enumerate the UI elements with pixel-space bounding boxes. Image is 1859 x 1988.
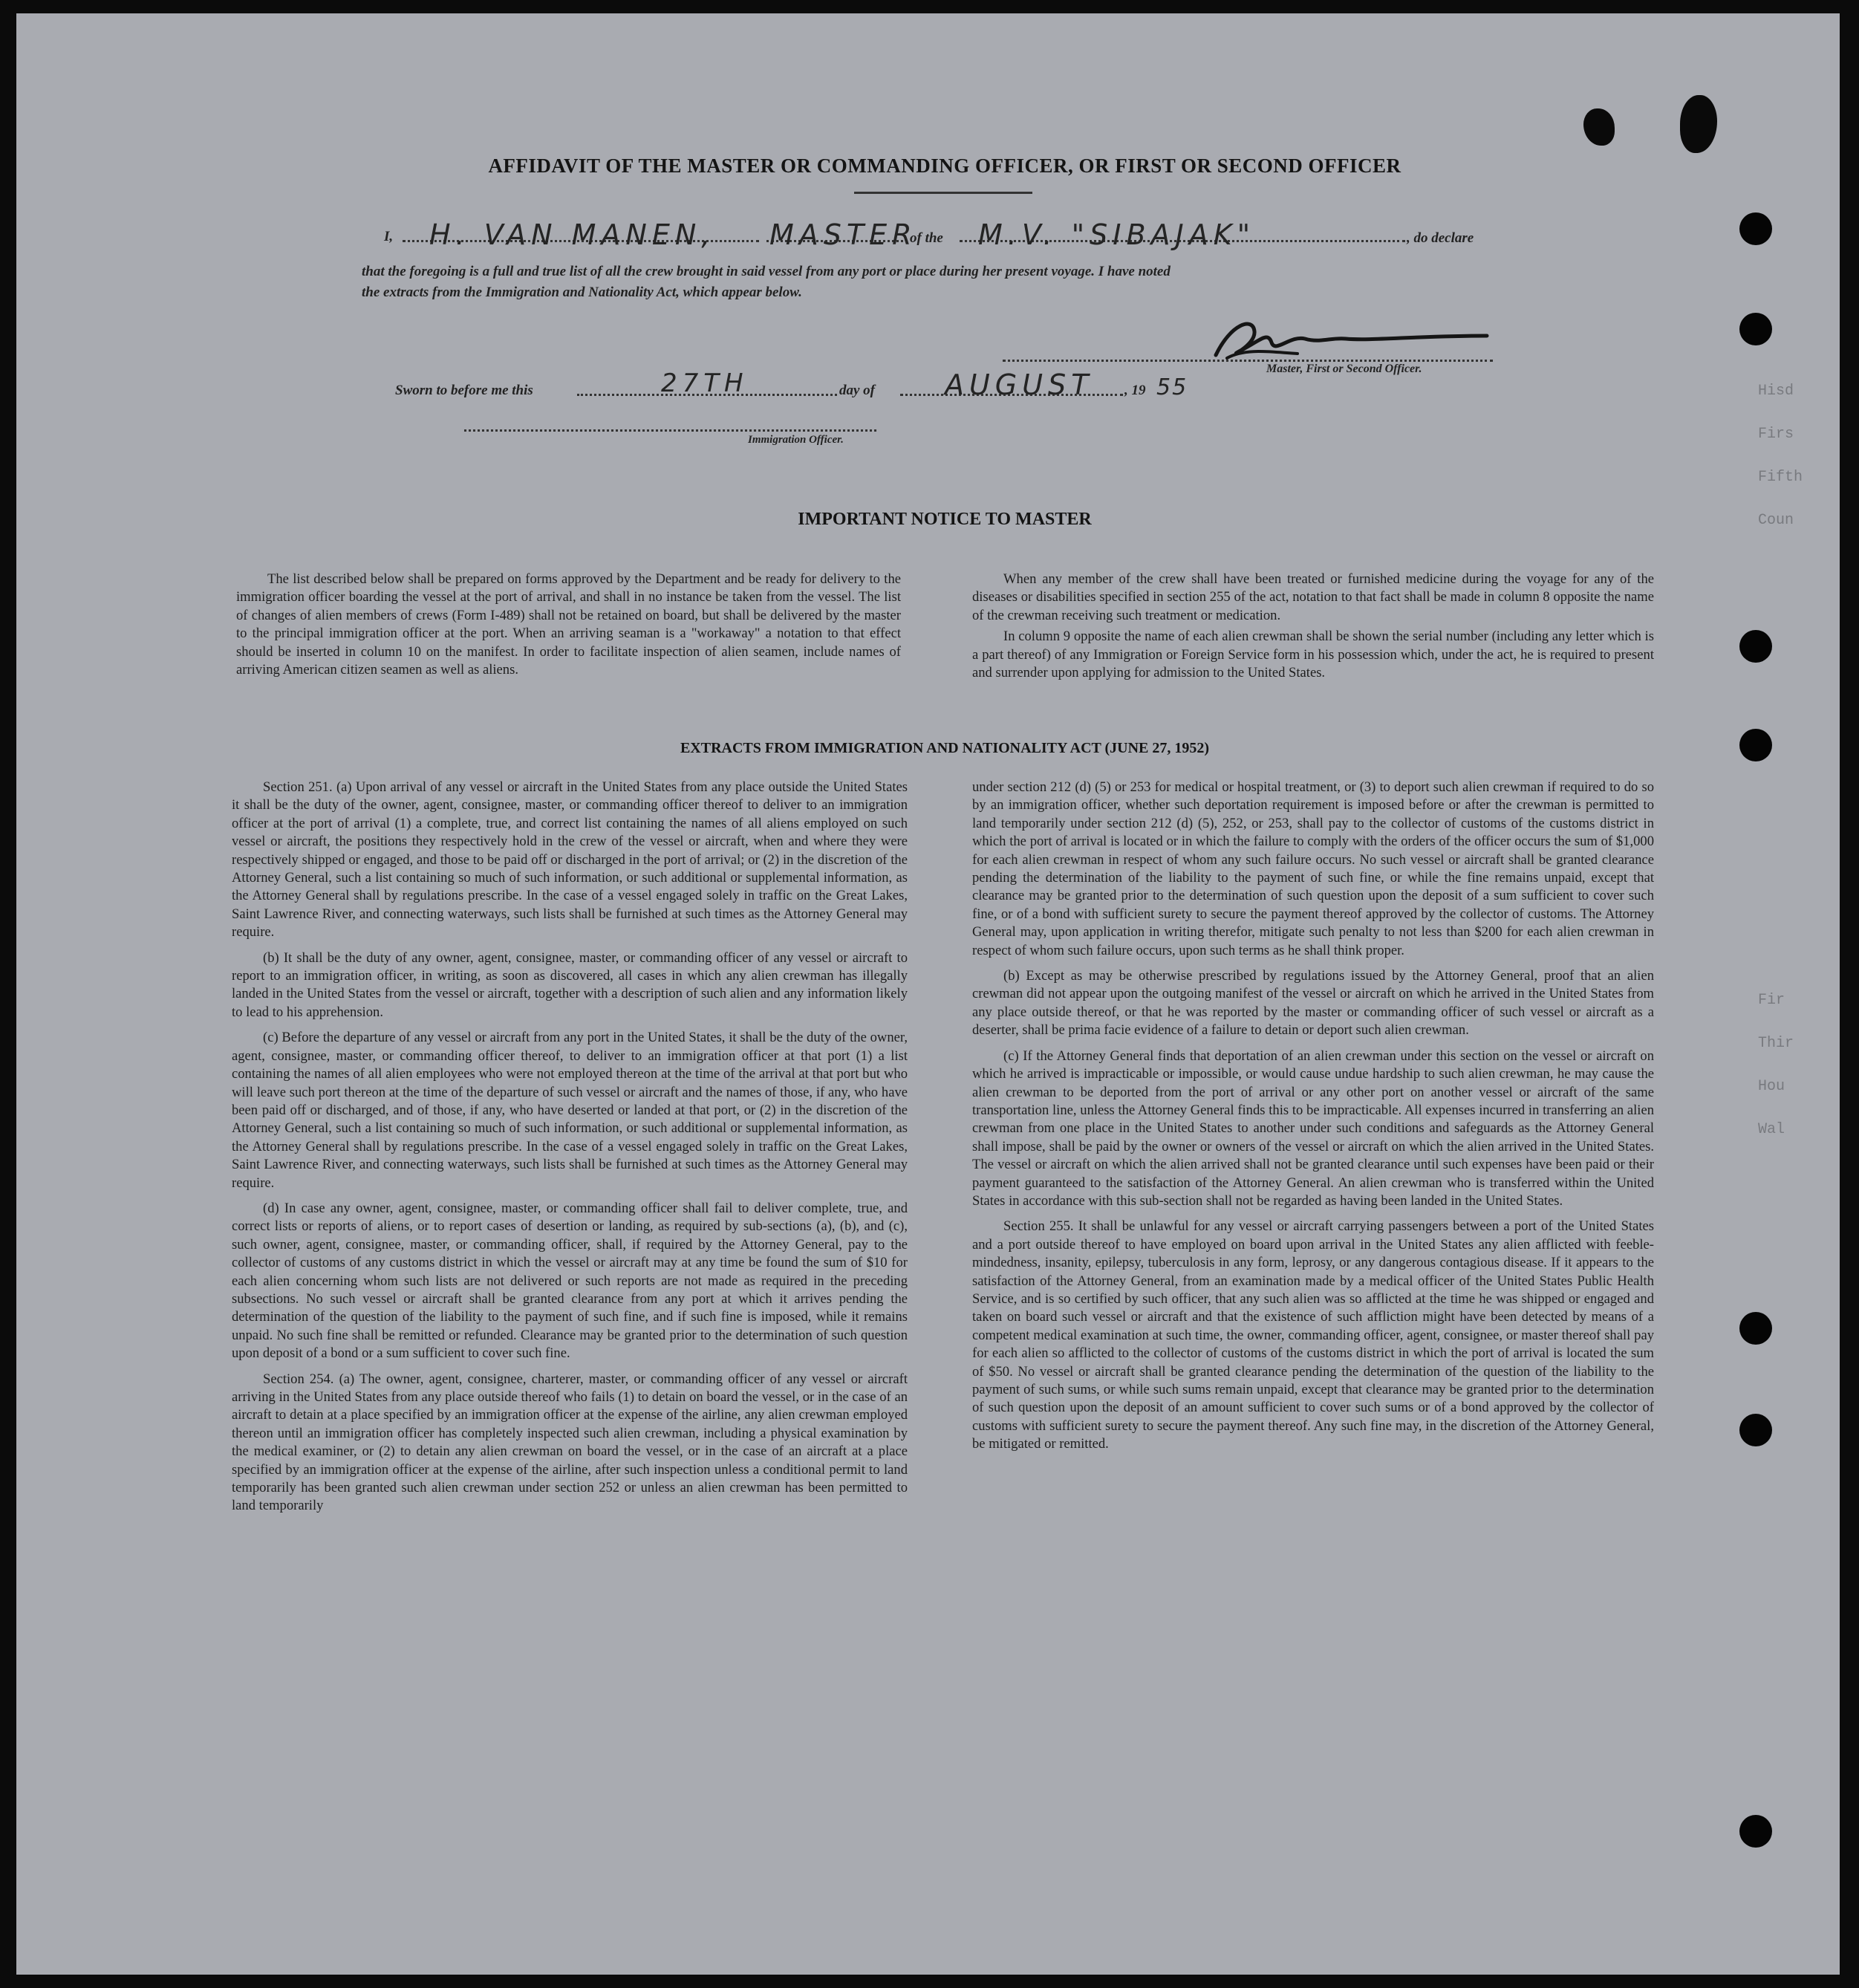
punch-hole: [1739, 729, 1772, 761]
ink-blot: [1680, 95, 1717, 153]
notice-left-column: [236, 571, 901, 686]
punch-hole: [1739, 1414, 1772, 1446]
punch-hole: [1739, 1312, 1772, 1345]
extract-paragraph: (c) Before the departure of any vessel or aircraft from any port in the United States, it shall be the duty of the owner, agent, consignee, master, or commanding officer thereof, to deliver to an immigration officer at that port (1) a list containing the names of all alien employees who were not employed thereon at the time of the arrival at that port but who will leave such port thereon at the time of the departure of such vessel or aircraft and the names of those, if any, who have been paid off or discharged, and of those, if any, who have deserted or landed at that port, or (2) in the discretion of the Attorney General, such a list containing so much of such information, or such additional or supplemental information, as the Attorney General shall by regulations prescribe. In the case of a vessel engaged solely in traffic on the Great Lakes, Saint Lawrence River, and connecting waterways, such lists shall be furnished at such times as the Attorney General may require.: [232, 1030, 908, 1191]
signature-line: [1003, 360, 1493, 362]
affidavit-title: AFFIDAVIT OF THE MASTER OR COMMANDING OFFICER, OR FIRST OR SECOND OFFICER: [488, 155, 1401, 177]
extract-paragraph: Section 254. (a) The owner, agent, consignee, charterer, master, or commanding officer of any vessel or aircraft arriving in the United States from any place outside thereof who fails (1) to detain on board the vessel, or in the case of an aircraft to detain at a place specified by an immigration officer at the expense of the airline, any alien crewman employed thereon until an immigration officer has completely inspected such alien crewman, including a physical examination by the medical examiner, or (2) to detain any alien crewman on board the vessel, or in the case of an aircraft at a place specified by an immigration officer at the expense of the airline, after such inspection unless a conditional permit to land temporarily has been granted such alien crewman under section 252 or unless an alien crewman has been permitted to land temporarily: [232, 1371, 908, 1514]
extracts-right-column: [972, 779, 1654, 1461]
master-name: H. VAN MANEN,: [429, 218, 716, 251]
officer-signature-line: [464, 429, 876, 432]
extract-paragraph: Section 251. (a) Upon arrival of any vessel or aircraft in the United States from any place outside the United States it shall be the duty of the owner, agent, consignee, master, or commanding officer thereof to deliver to an immigration officer at the port of arrival (1) a complete, true, and correct list containing the names of all aliens employed on such vessel or aircraft, the positions they respectively hold in the crew of the vessel or aircraft, when and where they were respectively shipped or engaged, and those to be paid off or discharged in the port of arrival; or (2) in the discretion of the Attorney General, such a list containing so much of such information, or such additional or supplemental information, as the Attorney General shall by regulations prescribe. In the case of a vessel engaged solely in traffic on the Great Lakes, Saint Lawrence River, and connecting waterways, such lists shall be furnished at such times as the Attorney General may require.: [232, 779, 908, 941]
declarant-i-label: I,: [384, 229, 394, 244]
notice-paragraph: In column 9 opposite the name of each alien crewman shall be shown the serial number (including any letter which is a part thereof) of any Immigration or Foreign Service form in his possession which, under the act, he is required to present and surrender upon applying for admission to the United States.: [972, 628, 1654, 681]
notice-paragraph: When any member of the crew shall have been treated or furnished medicine during the voyage for any of the diseases or disabilities specified in section 255 of the act, notation to that fact shall be made in column 8 opposite the name of the crewman receiving such treatment or medication.: [972, 571, 1654, 623]
bleed-through-text: Hisd Firs Fifth Coun: [1758, 383, 1803, 529]
extract-paragraph: under section 212 (d) (5) or 253 for medical or hospital treatment, or (3) to deport such alien crewman if required to do so by an immigration officer, whether such deportation requirement is imposed before or after the crewman is permitted to land temporarily under section 212 (d) (5), 252, or 253, shall pay to the collector of customs of the customs district in which the port of arrival is located or in which the failure to comply with the orders of the officer occurs the sum of $1,000 for each alien crewman in respect of whom any such failure occurs. No such vessel or aircraft shall be granted clearance pending the determination of the liability to the payment of such fine, or while the fine remains unpaid, except that clearance may be granted prior to the determination of such question upon the deposit of a sum sufficient to cover such fine, or of a bond with sufficient surety to secure the payment thereof approved by the collector of customs. The Attorney General may, upon application in writing therefor, mitigate such penalty to not less than $200 for each alien crewman in respect of whom such failure occurs, upon such terms as he shall think proper.: [972, 779, 1654, 958]
extract-paragraph: (b) It shall be the duty of any owner, agent, consignee, master, or commanding officer of any vessel or aircraft to report to an immigration officer, in writing, as soon as discovered, all cases in which any alien crewman has illegally landed in the United States from the vessel or aircraft, together with a description of such alien and any information likely to lead to his apprehension.: [232, 949, 908, 1020]
document-page: [16, 13, 1840, 1975]
extract-paragraph: Section 255. It shall be unlawful for any vessel or aircraft carrying passengers between a port of the United States and a port outside thereof to have employed on board upon arrival in the United States any alien afflicted with feeble-mindedness, insanity, epilepsy, tuberculosis in any form, leprosy, or any dangerous contagious disease. If it appears to the satisfaction of the Attorney General, from an examination made by a medical officer of the United States Public Health Service, and is so certified by such officer, that any such alien was so afflicted at the time he was shipped or engaged and taken on board such vessel or aircraft and that the existence of such affliction might have been detected by means of a competent medical examination at such time, the owner, commanding officer, agent, consignee, or master thereof shall pay for each alien so afflicted to the collector of customs of the customs district in which the port of arrival is located the sum of $50. No vessel or aircraft shall be granted clearance pending the determination of the question of the liability to the payment of such sums, or while such sums remain unpaid, except that clearance may be granted prior to the determination of such question upon the deposit of an amount sufficient to cover such sums or of a bond approved by the collector of customs with sufficient surety to secure the payment thereof. Any such fine may, in the discretion of the Attorney General, be mitigated or remitted.: [972, 1218, 1654, 1452]
sworn-label: Sworn to before me this: [395, 383, 533, 398]
punch-hole: [1739, 1815, 1772, 1848]
extracts-left-column: [232, 779, 908, 1523]
declaration-line-2: the extracts from the Immigration and Nationality Act, which appear below.: [362, 285, 802, 300]
year-prefix: , 19: [1124, 383, 1146, 398]
extract-paragraph: (b) Except as may be otherwise prescribed by regulations issued by the Attorney General, proof that an alien crewman did not appear upon the outgoing manifest of the vessel or aircraft on which he arrived in the United States from any place outside thereof, or that he was reported by the master or commanding officer of such vessel or aircraft as a deserter, shall be prima facie evidence of a failure to detain or deport such alien crewman.: [972, 968, 1654, 1039]
title-underline: [854, 192, 1032, 194]
punch-hole: [1739, 630, 1772, 663]
notice-right-column: [972, 571, 1654, 689]
extracts-title: EXTRACTS FROM IMMIGRATION AND NATIONALITY ACT (JUNE 27, 1952): [680, 740, 1210, 756]
extract-paragraph: (c) If the Attorney General finds that deportation of an alien crewman under this section on the vessel or aircraft on which he arrived is impracticable or impossible, or would cause undue hardship to such alien crewman, he may cause the alien crewman to be deported from the port of arrival or any other port on another vessel or aircraft of the same transportation line, unless the Attorney General finds this to be impracticable. All expenses incurred in transferring an alien crewman from one place in the United States to another under such conditions and safeguards as the Attorney General shall impose, shall be paid by the owner or owners of the vessel or aircraft on which the alien arrived in the United States. The vessel or aircraft on which the alien arrived shall not be granted clearance until such expenses have been paid or their payment guaranteed to the satisfaction of the Attorney General. An alien crewman who is transferred within the United States in accordance with this sub-section shall not be regarded as having been landed in the United States.: [972, 1047, 1654, 1209]
bleed-through-text: Fir Thir Hou Wal: [1758, 992, 1794, 1138]
of-the-label: of the: [910, 230, 943, 246]
notice-paragraph: The list described below shall be prepared on forms approved by the Department and be ready for delivery to the immigration officer boarding the vessel at the port of arrival, and shall in no instance be taken from the vessel. The list of changes of alien members of crews (Form I-489) shall not be retained on board, but shall be delivered by the master to the principal immigration officer at the port. When an arriving seaman is a "workaway" a notation to that effect should be inserted in column 10 on the manifest. In order to facilitate inspection of alien seamen, include names of arriving American citizen seamen as well as aliens.: [236, 571, 901, 678]
sworn-day: 27TH: [661, 368, 749, 398]
extract-paragraph: (d) In case any owner, agent, consignee, master, or commanding officer shall fail to deliver complete, true, and correct lists or reports of aliens, or to report cases of desertion or landing, as required by sub-sections (a), (b), and (c), such owner, agent, consignee, master, or commanding officer, shall, if required by the Attorney General, pay to the collector of customs of any customs district in which the vessel or aircraft may at any time be found the sum of $10 for each alien concerning whom such lists are not delivered or such reports are not made as required in the preceding subsections. No such vessel or aircraft shall be granted clearance from any port at which it arrives pending the determination of the question of the liability to the payment of such fine, and if such fine is imposed, while it remains unpaid. No such fine shall be remitted or refunded. Clearance may be granted prior to the determination of such question upon deposit of a bond or a sum sufficient to cover such fine.: [232, 1200, 908, 1362]
do-declare-label: , do declare: [1407, 230, 1474, 246]
day-of-label: day of: [839, 383, 876, 398]
signature-caption: Master, First or Second Officer.: [1266, 363, 1422, 375]
punch-hole: [1739, 313, 1772, 345]
year-suffix: 55: [1156, 374, 1188, 400]
ink-blot: [1583, 108, 1615, 146]
notice-title: IMPORTANT NOTICE TO MASTER: [798, 510, 1092, 529]
vessel-name: M.V. "SIBAJAK": [978, 218, 1256, 251]
rank-value: MASTER: [769, 218, 917, 251]
sworn-month: AUGUST: [945, 368, 1094, 401]
declaration-line-1: that the foregoing is a full and true list of all the crew brought in said vessel from any port or place during her present voyage. I have noted: [362, 264, 1171, 279]
punch-hole: [1739, 212, 1772, 245]
immigration-officer-label: Immigration Officer.: [748, 434, 844, 446]
